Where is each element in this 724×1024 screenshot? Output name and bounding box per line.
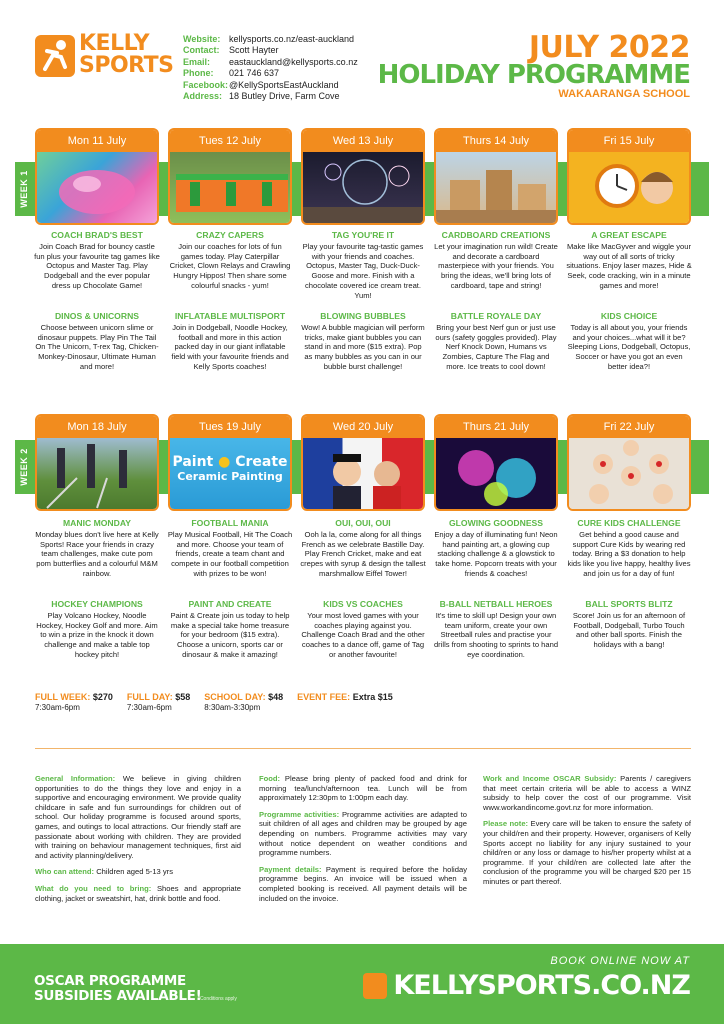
facebook-link[interactable]: @KellySportsEastAuckland [229, 79, 339, 90]
activity-description: Get behind a good cause and support Cure Kids by wearing red today. Bring a $3 donation to help kids like you live happy, healthy lives and join us for a day of fun! [567, 530, 691, 578]
activity-description: Join Coach Brad for bouncy castle fun plus your favourite tag games like Octopus and Master Tag. Play Dodgeball and the ever popular dress up Chocolate Game! [34, 242, 160, 290]
day-card-wed-13 [301, 128, 425, 225]
activity-description: Paint & Create join us today to help make a special take home treasure for your bedroom ($15 extra). Choose a unicorn, sports car or dinosaur & make it amazing! [170, 611, 290, 659]
contact-label: Facebook: [183, 79, 229, 90]
contact-label: Address: [183, 91, 223, 102]
activity-title: B-BALL NETBALL HEROES [439, 599, 553, 609]
slime-photo [37, 152, 157, 223]
day-heading: Wed 20 July [303, 416, 423, 438]
price-hours: 7:30am-6pm [35, 703, 80, 712]
activity-title: KIDS CHOICE [600, 311, 658, 321]
activity-block [433, 311, 559, 372]
info-heading: Who can attend: [35, 867, 95, 877]
oscar-line-1: OSCAR PROGRAMME [34, 973, 186, 989]
week-2-label: WEEK 2 [19, 448, 29, 486]
day-card-fri-15 [567, 128, 691, 225]
activity-block [300, 311, 426, 372]
school-name: WAKAARANGA SCHOOL [558, 88, 690, 100]
price-value: $48 [268, 692, 284, 702]
day-card-thurs-14 [434, 128, 558, 225]
day-heading: Thurs 21 July [436, 416, 556, 438]
activity-block [566, 599, 692, 650]
price-school-day [204, 692, 283, 713]
title-month: JULY 2022 [528, 30, 690, 65]
price-list [35, 692, 393, 713]
activity-description: It's time to skill up! Design your own team uniform, create your own Streetball rules and practise your drills from shooting to sprints to hand eye coordination. [433, 611, 559, 659]
day-card-mon-18 [35, 414, 159, 511]
logo-line-2: SPORTS [79, 53, 174, 78]
activity-title: GLOWING GOODNESS [448, 518, 544, 528]
divider [35, 748, 691, 749]
info-column-3 [483, 774, 691, 894]
price-label: FULL DAY: [126, 692, 173, 702]
activity-block [34, 518, 160, 579]
contact-label: Contact: [183, 45, 220, 56]
website-cta[interactable] [363, 970, 690, 1001]
day-heading: Mon 18 July [37, 416, 157, 438]
price-full-week [35, 692, 113, 713]
info-heading: What do you need to bring: [35, 883, 152, 893]
activity-block [566, 518, 692, 579]
website-link[interactable]: kellysports.co.nz/east-auckland [229, 34, 355, 44]
activity-description: Score! Join us for an afternoon of Football, Dodgeball, Turbo Touch and other ball sports. Finish the holidays with a bang! [572, 611, 686, 650]
activity-description: Join our coaches for lots of fun games today. Play Caterpillar Cricket, Clown Relays and Crawling Hungry Hippos! Then share some colourful snacks - yum! [169, 242, 291, 290]
activity-description: Today is all about you, your friends and your choices...what will it be? Sleeping Lions, Dodgeball, Octopus, Soccer or have you got an even better idea?! [567, 323, 691, 371]
inflatable-field-photo [170, 152, 290, 223]
activity-title: KIDS VS COACHES [323, 599, 403, 609]
activity-title: DINOS & UNICORNS [54, 311, 140, 321]
day-heading: Thurs 14 July [436, 130, 556, 152]
day-heading: Wed 13 July [303, 130, 423, 152]
day-heading: Fri 15 July [569, 130, 689, 152]
kelly-sports-logo [35, 31, 174, 81]
activity-block [34, 230, 160, 291]
activity-title: CURE KIDS CHALLENGE [577, 518, 681, 528]
activity-description: Ooh la la, come along for all things French as we celebrate Bastille Day. Play French Cricket, make and eat crepes with syrup & design the tallest marshmallow Eiffel Tower! [300, 530, 426, 578]
activity-description: Let your imagination run wild! Create and decorate a cardboard masterpiece with your friends. You bring the ideas, we'll bring lots of cardboard, tape and string! [434, 242, 558, 290]
activity-block [300, 599, 426, 660]
contact-label: Phone: [183, 68, 214, 79]
activity-title: CARDBOARD CREATIONS [441, 230, 551, 240]
activity-description: Join in Dodgeball, Noodle Hockey, football and more in this action packed day in our giant inflatable field with your favourite friends and Kelly Sports coaches! [171, 323, 289, 371]
logo-text [79, 33, 173, 77]
logo-line-1: KELLY [79, 31, 150, 56]
activity-description: Monday blues don't live here at Kelly Sports! Race your friends in crazy team challenges, make cute pom pom butterflies and a colourful M&M rainbow. [35, 530, 159, 578]
contact-name: Scott Hayter [229, 45, 279, 56]
price-hours: 7:30am-6pm [126, 703, 172, 712]
info-heading: Payment details: [259, 864, 322, 874]
info-heading: Food: [259, 774, 281, 783]
paint-create-banner [170, 438, 290, 509]
price-full-day [127, 692, 190, 713]
price-value: $58 [175, 692, 191, 702]
paint-icon: ● [218, 454, 231, 470]
oscar-line-2: SUBSIDIES AVAILABLE! [34, 988, 202, 1004]
book-online-text: BOOK ONLINE NOW AT [550, 955, 690, 967]
activity-description: Play Musical Football, Hit The Coach and more. Choose your team of friends, create a team chant and compete in our football competition with prizes to be won! [167, 530, 293, 578]
day-heading: Fri 22 July [569, 416, 689, 438]
activity-title: HOCKEY CHAMPIONS [51, 599, 143, 609]
price-label: EVENT FEE: [297, 692, 351, 702]
day-card-tues-19 [168, 414, 292, 511]
day-card-fri-22 [567, 414, 691, 511]
clock-child-photo [569, 152, 689, 223]
day-heading: Mon 11 July [37, 130, 157, 152]
ceramic-painting-text: Ceramic Painting [177, 470, 283, 483]
day-heading: Tues 19 July [170, 416, 290, 438]
info-heading: General Information: [35, 774, 116, 783]
info-text: Children aged 5-13 yrs [96, 867, 174, 877]
activity-title: COACH BRAD'S BEST [51, 230, 143, 240]
bubbles-photo [303, 152, 423, 223]
activity-title: FOOTBALL MANIA [191, 518, 269, 528]
info-text: Programme activities are adapted to suit children of all ages and children may be grouped by age depending on numbers. Programme activities may vary without notice dependent on weather conditions and programme numbers. [259, 809, 467, 858]
info-column-1 [35, 774, 241, 910]
cure-kids-photo [569, 438, 689, 509]
address: 18 Butley Drive, Farm Cove [229, 91, 340, 102]
activity-description: Play Volcano Hockey, Noodle Hockey, Hockey Golf and more. Aim to win a prize in the knock it down challenge and make a table top hockey pitch! [36, 611, 158, 659]
price-label: SCHOOL DAY: [204, 692, 266, 702]
activity-title: TAG YOU'RE IT [331, 230, 395, 240]
info-text: Parents / caregivers that meet certain criteria will be able to access a WINZ subsidy to help cover the cost of our programme. Visit www.workandincome.govt.nz for more information. [483, 774, 691, 812]
phone-link[interactable]: 021 746 637 [229, 68, 280, 79]
activity-block [433, 518, 559, 579]
activity-title: A GREAT ESCAPE [591, 230, 667, 240]
activity-block [300, 230, 426, 300]
activity-block [167, 599, 293, 660]
activity-description: Bring your best Nerf gun or just use ours (safety goggles provided). Play Nerf Knock Down, Humans vs Zombies, Capture The Flag and more. Ice treats to cool down! [435, 323, 557, 371]
activity-description: Make like MacGyver and wiggle your way out of all sorts of tricky situations. Enjoy laser mazes, Hide & Seek, code cracking, win in a minute games and more! [566, 242, 692, 290]
activity-title: CRAZY CAPERS [196, 230, 264, 240]
activity-title: INFLATABLE MULTISPORT [174, 311, 286, 321]
day-card-tues-12 [168, 128, 292, 225]
activity-description: Choose between unicorn slime or dinosaur puppets. Play Pin The Tail On The Unicorn, T-rex Tag, Chicken-Monkey-Dinosaur, Ultimate Human and more! [35, 323, 159, 371]
kelly-sports-logo-icon [35, 35, 75, 77]
activity-description: Play your favourite tag-tastic games with your friends and coaches. Octopus, Master Tag, Duck-Duck-Goose and more. Finish with a chocolate covered ice cream treat. Yum! [302, 242, 424, 300]
info-text: Shoes and appropriate clothing, jacket or sweatshirt, hat, drink bottle and food. [35, 883, 241, 903]
hockey-photo [37, 438, 157, 509]
create-text: Create [235, 454, 288, 470]
contact-label: Email: [183, 56, 211, 67]
day-card-mon-11 [35, 128, 159, 225]
price-value: Extra $15 [352, 692, 393, 702]
activity-title: BLOWING BUBBLES [320, 311, 406, 321]
activity-block [34, 599, 160, 660]
info-text: Every care will be taken to ensure the safety of your child/ren and their property. However, organisers of Kelly Sports accept no liability for any injury sustained to your child/ren or any loss or damage to his/her property whilst at a programme. If your child/ren are collected late after the conclusion of the programme you will be charged $20 per 15 minutes or part thereof. [483, 819, 691, 886]
activity-block [566, 230, 692, 291]
activity-block [167, 518, 293, 579]
price-event-fee [297, 692, 393, 713]
day-card-wed-20 [301, 414, 425, 511]
activity-block [433, 230, 559, 291]
paint-text: Paint [172, 454, 214, 470]
website-url[interactable]: KELLYSPORTS.CO.NZ [393, 970, 690, 1001]
info-column-2 [259, 774, 467, 910]
activity-block [167, 230, 293, 291]
email-link[interactable]: eastauckland@kellysports.co.nz [229, 56, 358, 67]
week-1-label: WEEK 1 [19, 170, 29, 208]
title-programme: HOLIDAY PROGRAMME [377, 60, 690, 90]
info-heading: Work and Income OSCAR Subsidy: [483, 774, 617, 783]
info-text: We believe in giving children opportunities to do the things they love and enjoy in a supportive and encouraging environment. We provide quality childcare in safe and fun surroundings for children out of school. Our holiday programme is focused around sports, games, and outings to local attractions. Our friendly staff are passionate about working with children. They are provided with training on behaviour management techniques, first aid and activity planning/delivery. [35, 774, 241, 860]
glow-photo [436, 438, 556, 509]
oscar-subsidy-callout [34, 974, 201, 1004]
info-text: Payment is required before the holiday programme begins. An invoice will be issued when a completed booking is received. All payment details will be included on the invoice. [259, 864, 467, 903]
contact-label: Website: [183, 34, 221, 44]
activity-block [300, 518, 426, 579]
conditions-note: *Conditions apply [198, 996, 237, 1002]
activity-description: Your most loved games with your coaches playing against you. Challenge Coach Brad and the other coaches to a dance off, game of Tag or another favourite! [301, 611, 425, 659]
activity-block [566, 311, 692, 372]
price-label: FULL WEEK: [35, 692, 91, 702]
contact-details [183, 34, 358, 102]
programme-title [377, 30, 690, 101]
activity-description: Enjoy a day of illuminating fun! Neon hand painting art, a glowing cup stacking challenge & a glowstick to take home. Popcorn treats with your friends & coaches! [434, 530, 558, 578]
info-heading: Please note: [483, 819, 529, 829]
activity-block [167, 311, 293, 372]
price-value: $270 [92, 692, 113, 702]
activity-block [433, 599, 559, 660]
activity-title: MANIC MONDAY [63, 518, 131, 528]
activity-title: OUI, OUI, OUI [335, 518, 391, 528]
price-hours: 8:30am-3:30pm [204, 703, 261, 712]
activity-title: PAINT AND CREATE [188, 599, 272, 609]
activity-title: BALL SPORTS BLITZ [585, 599, 673, 609]
info-text: Please bring plenty of packed food and drink for morning tea/lunch/afternoon tea. Lunch will be from approximately 12:30pm to 1:00pm each day. [259, 774, 467, 803]
activity-title: BATTLE ROYALE DAY [450, 311, 542, 321]
kelly-sports-logo-icon [363, 973, 387, 999]
day-card-thurs-21 [434, 414, 558, 511]
activity-block [34, 311, 160, 372]
day-heading: Tues 12 July [170, 130, 290, 152]
info-heading: Programme activities: [259, 809, 340, 819]
french-day-photo [303, 438, 423, 509]
activity-description: Wow! A bubble magician will perform tricks, make giant bubbles you can stand in and more ($15 extra). Pop as many bubbles as you can in our bubble burst challenge! [301, 323, 425, 371]
cardboard-photo [436, 152, 556, 223]
